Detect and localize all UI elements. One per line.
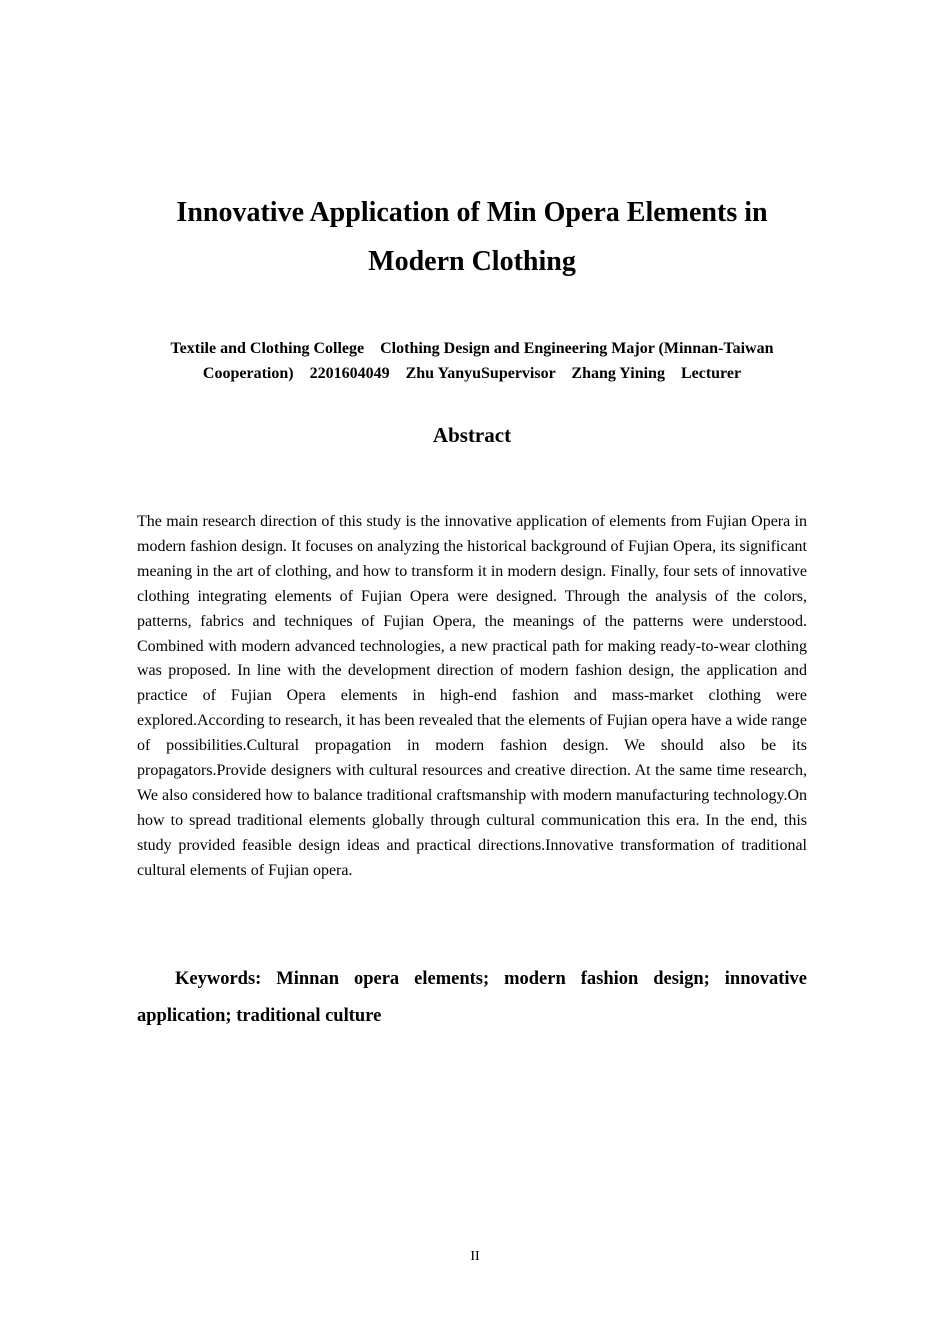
paper-title: Innovative Application of Min Opera Elements in Modern Clothing [176,197,768,277]
keywords: Keywords: Minnan opera elements; modern fashion design; innovative application; traditional culture [137,969,807,1026]
page-number: II [470,1249,480,1264]
abstract-heading: Abstract [432,423,512,447]
abstract-body: The main research direction of this study is the innovative application of elements from Fujian Opera in modern fashion design. It focuses on analyzing the historical background of Fujian Opera, its significant meaning in the art of clothing, and how to transform it in modern design. Finally, four sets of innovative clothing integrating elements of Fujian Opera were designed. Through the analysis of the colors, patterns, fabrics and techniques of Fujian Opera, the meanings of the patterns were understood. Combined with modern advanced technologies, a new practical path for making ready-to-wear clothing was proposed. In line with the development direction of modern fashion design, the application and practice of Fujian Opera elements in high-end fashion and mass-market clothing were explored.According to research, it has been revealed that the elements of Fujian opera have a wide range of possibilities.Cultural propagation in modern fashion design. We should also be its propagators.Provide designers with cultural resources and creative direction. At the same time research, We also considered how to balance traditional craftsmanship with modern manufacturing technology.On how to spread traditional elements globally through cultural communication this era. In the end, this study provided feasible design ideas and practical directions.Innovative transformation of traditional cultural elements of Fujian opera. [137,513,807,879]
author-affiliation: Textile and Clothing College Clothing Design and Engineering Major (Minnan-Taiwan Cooperation) 2201604049 Zhu YanyuSupervisor Zhang Yining Lecturer [170,340,778,382]
